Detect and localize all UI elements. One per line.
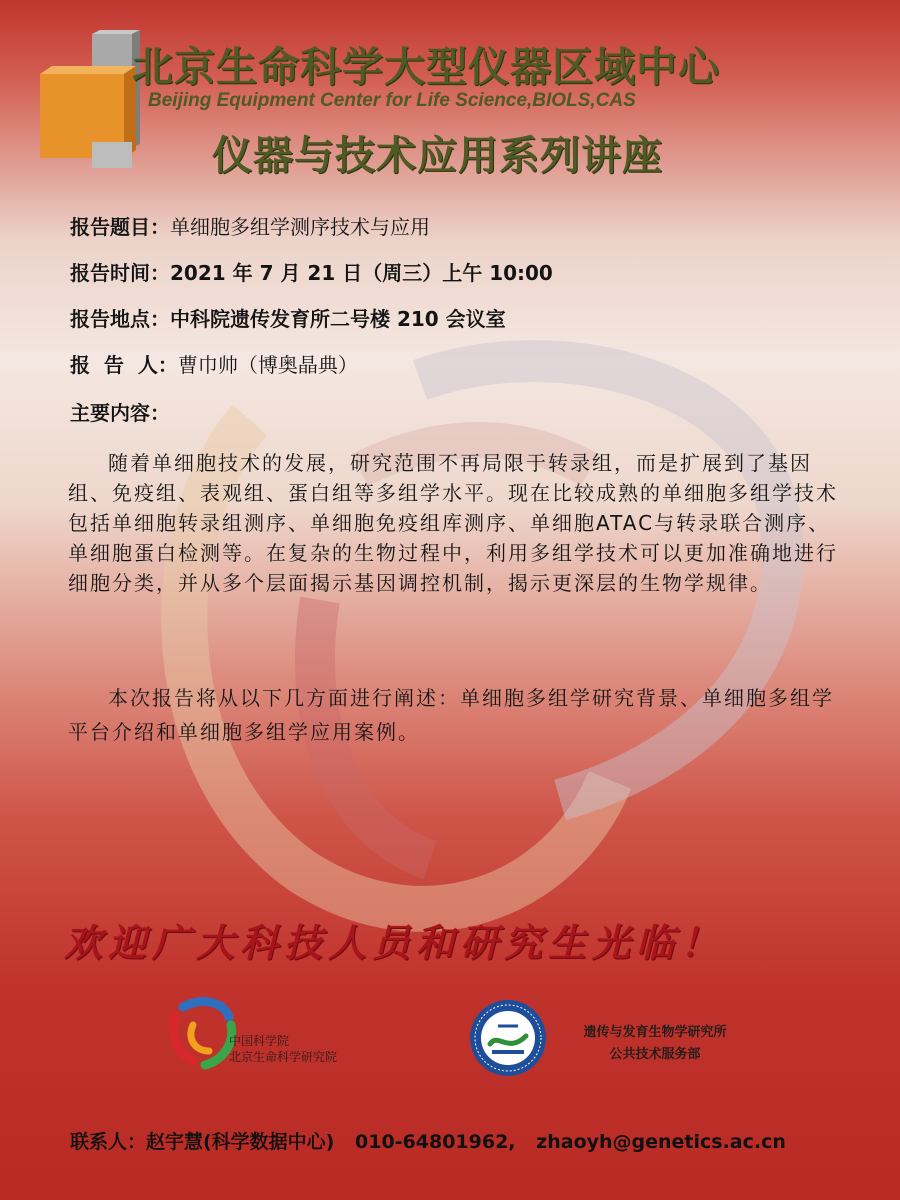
time-label: 报告时间： (70, 261, 170, 285)
topic-value: 单细胞多组学测序技术与应用 (170, 215, 430, 239)
org1-name-line1: 中国科学院 (229, 1034, 290, 1048)
speaker-label: 报 告 人： (70, 353, 178, 377)
contact-line (70, 1127, 890, 1154)
contact-phone: 010-64801962, (355, 1131, 516, 1153)
topic-row (70, 211, 850, 240)
abstract-paragraph-2: 本次报告将从以下几方面进行阐述：单细胞多组学研究背景、单细胞多组学平台介绍和单细胞多组学应用案例。 (68, 686, 834, 744)
org2-name-line2: 公共技术服务部 (609, 1047, 701, 1062)
contact-person: 联系人：赵宇慧(科学数据中心) (70, 1131, 335, 1153)
content-row (70, 397, 850, 426)
welcome-banner: 欢迎广大科技人员和研究生光临！ (64, 920, 725, 965)
contact-email[interactable]: zhaoyh@genetics.ac.cn (536, 1131, 786, 1153)
location-row (70, 303, 850, 332)
content-label: 主要内容： (70, 401, 170, 425)
center-title-cn: 北京生命科学大型仪器区域中心 (132, 43, 720, 91)
location-value: 中科院遗传发育所二号楼 210 会议室 (170, 307, 506, 331)
location-label: 报告地点： (70, 307, 170, 331)
org1-name (229, 1033, 409, 1065)
lecture-series-title: 仪器与技术应用系列讲座 (212, 133, 663, 179)
abstract-paragraph-1: 随着单细胞技术的发展，研究范围不再局限于转录组，而是扩展到了基因组、免疫组、表观组、蛋白组等多组学水平。现在比较成熟的单细胞多组学技术包括单细胞转录组测序、单细胞免疫组库测序、单细胞ATAC与转录联合测序、单细胞蛋白检测等。在复杂的生物过程中，利用多组学技术可以更加准确地进行细胞分类，并从多个层面揭示基因调控机制，揭示更深层的生物学规律。 (68, 451, 838, 595)
org2-name (560, 1022, 750, 1066)
center-title-en: Beijing Equipment Center for Life Science,BIOLS,CAS (148, 90, 636, 111)
org1-name-line2: 北京生命科学研究院 (229, 1050, 338, 1064)
org-genetics-institute (468, 998, 758, 1082)
time-row (70, 257, 850, 286)
topic-label: 报告题目： (70, 215, 170, 239)
speaker-value: 曹巾帅（博奥晶典） (177, 353, 358, 377)
genetics-institute-seal-icon (468, 998, 548, 1078)
speaker-row (70, 349, 850, 378)
org2-name-line1: 遗传与发育生物学研究所 (583, 1025, 727, 1040)
time-value: 2021 年 7 月 21 日（周三）上午 10:00 (170, 261, 553, 285)
org-cas-beijing-life-science (165, 995, 385, 1085)
